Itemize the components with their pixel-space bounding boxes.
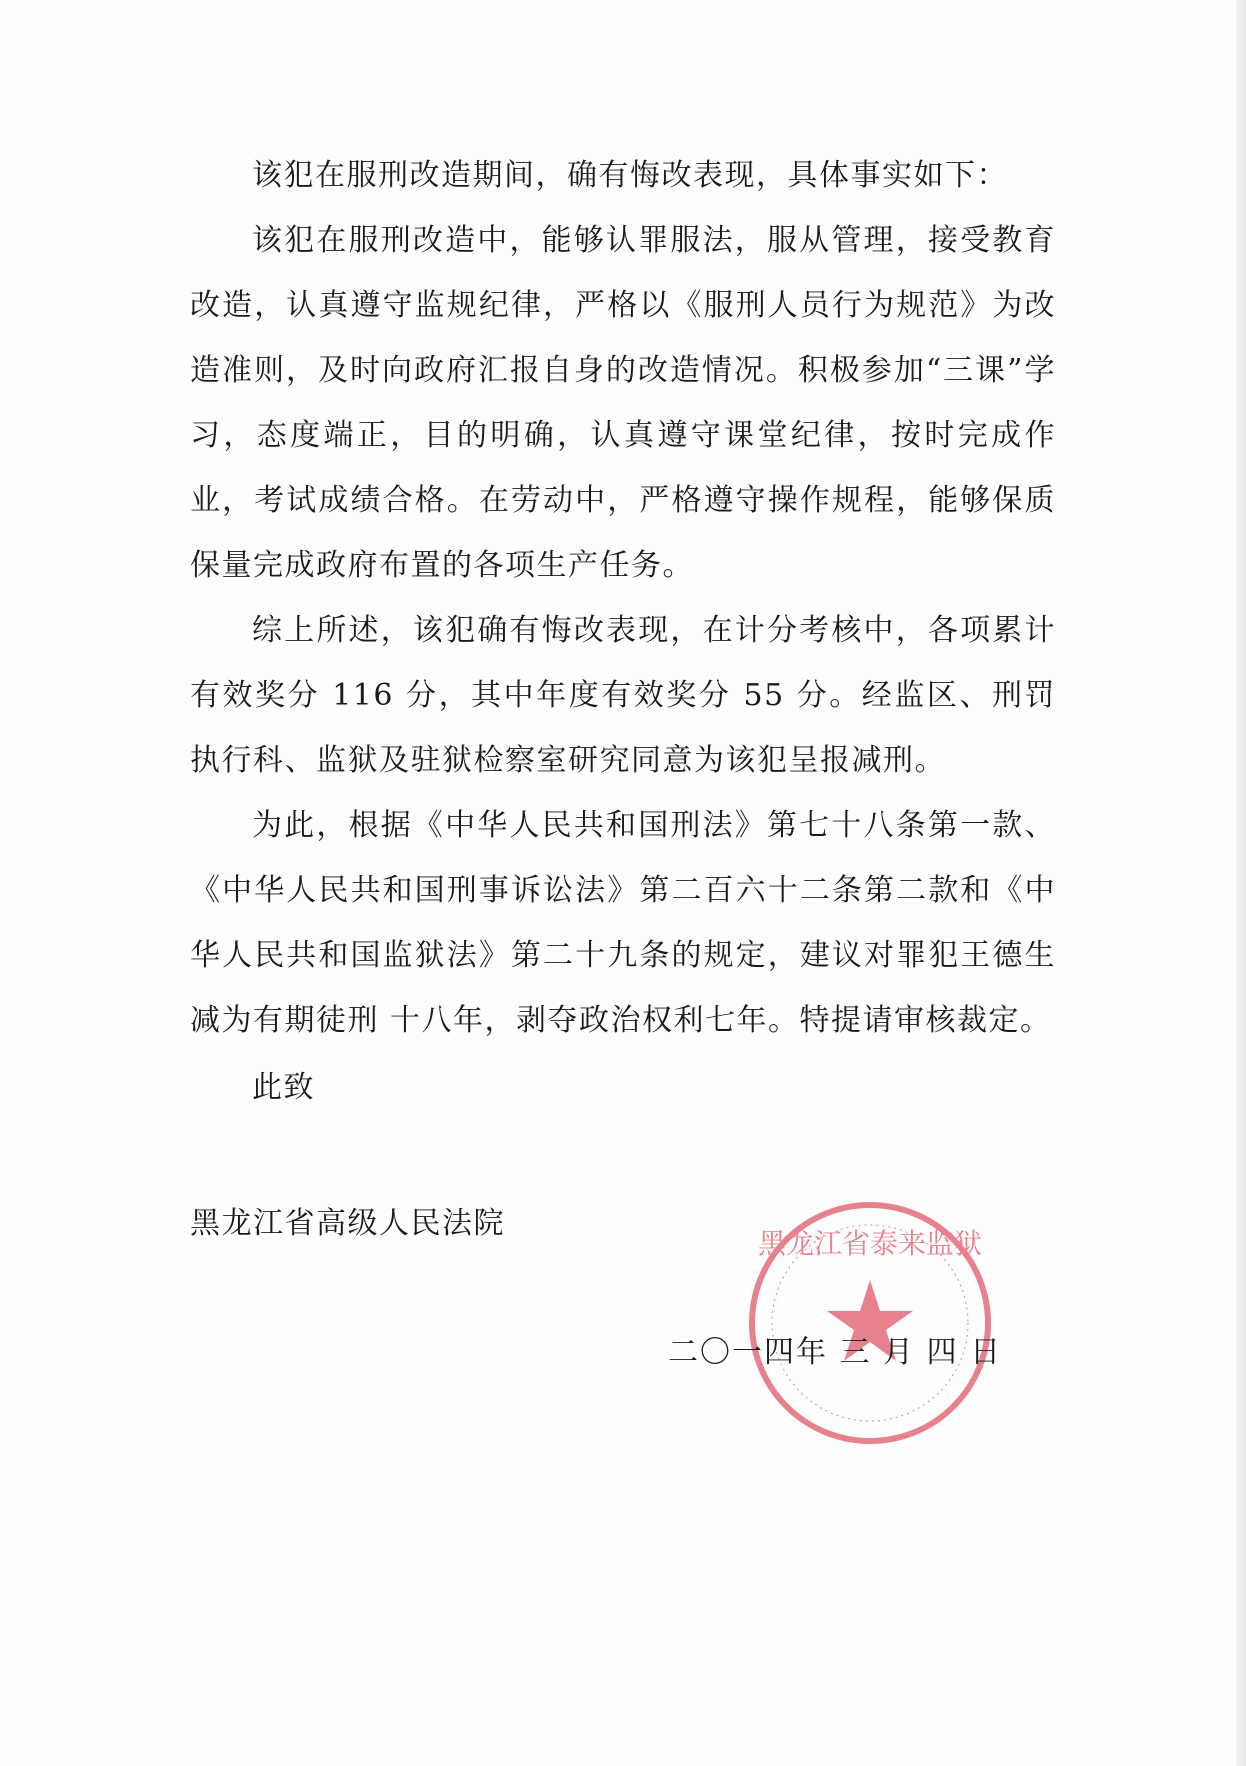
document-body (190, 143, 1056, 1053)
scan-edge (1236, 0, 1246, 1766)
closing-salutation: 此致 (252, 1070, 315, 1105)
document-date: 二〇一四年 三 月 四 日 (668, 1335, 1003, 1370)
paragraph-summary: 综上所述，该犯确有悔改表现，在计分考核中，各项累计有效奖分 116 分，其中年度有效奖分 55 分。经监区、刑罚执行科、监狱及驻狱检察室研究同意为该犯呈报减刑。 (190, 613, 1056, 778)
addressee: 黑龙江省高级人民法院 (190, 1206, 505, 1241)
paragraph-intro: 该犯在服刑改造期间，确有悔改表现，具体事实如下： (252, 158, 1008, 193)
seal-text: 黑龙江省泰来监狱 (757, 1227, 983, 1260)
paragraph-conduct: 该犯在服刑改造中，能够认罪服法，服从管理，接受教育改造，认真遵守监规纪律，严格以《服刑人员行为规范》为改造准则，及时向政府汇报自身的改造情况。积极参加“三课”学习，态度端正，目的明确，认真遵守课堂纪律，按时完成作业，考试成绩合格。在劳动中，严格遵守操作规程，能够保质保量完成政府布置的各项生产任务。 (190, 223, 1056, 583)
paragraph-recommendation: 为此，根据《中华人民共和国刑法》第七十八条第一款、《中华人民共和国刑事诉讼法》第二百六十二条第二款和《中华人民共和国监狱法》第二十九条的规定，建议对罪犯王德生减为有期徒刑 十八年，剥夺政治权利七年。特提请审核裁定。 (190, 808, 1056, 1038)
official-seal (745, 1198, 995, 1448)
